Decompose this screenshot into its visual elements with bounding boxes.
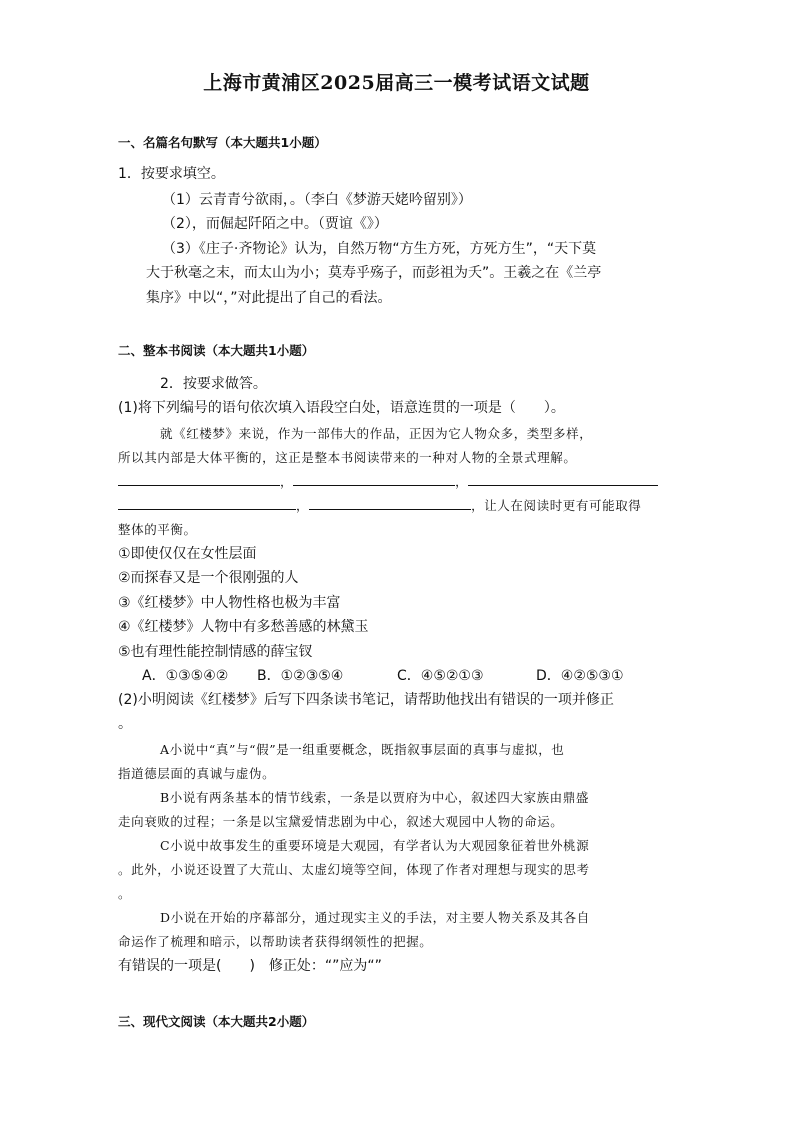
fill-blank[interactable] — [293, 473, 455, 486]
exam-title: 上海市黄浦区2025届高三一模考试语文试题 — [203, 72, 590, 94]
fill-blank[interactable] — [468, 473, 658, 486]
sentence-item-4: ④《红楼梦》人物中有多愁善感的林黛玉 — [118, 619, 369, 635]
passage-blank-line-1: ， ， — [118, 472, 658, 490]
q1-part-3-line-3: 集序》中以“，”对此提出了自己的看法。 — [146, 290, 392, 306]
note-c-line-3: 。 — [118, 886, 132, 901]
fill-blank[interactable] — [309, 497, 471, 510]
option-b[interactable]: B．①②③⑤④ — [257, 668, 344, 684]
note-b-line-1: B小说有两条基本的情节线索，一条是以贾府为中心，叙述四大家族由鼎盛 — [160, 790, 589, 805]
q2-stem: 2．按要求做答。 — [160, 376, 267, 392]
sentence-item-5: ⑤也有理性能控制情感的薛宝钗 — [118, 644, 313, 660]
passage-line-2: 所以其内部是大体平衡的，这正是整本书阅读带来的一种对人物的全景式理解。 — [118, 450, 577, 465]
q1-part-1: （1）云青青兮欲雨，。（李白《梦游天姥吟留别》） — [162, 192, 472, 208]
note-c-line-2: 。此外，小说还设置了大荒山、太虚幻境等空间，体现了作者对理想与现实的思考 — [118, 862, 590, 877]
q1-part-2: （2），而倔起阡陌之中。（贾谊《》） — [162, 216, 388, 232]
q1-part-3-line-1: （3）《庄子·齐物论》认为，自然万物“方生方死，方死方生”，“天下莫 — [162, 241, 597, 257]
sentence-item-3: ③《红楼梦》中人物性格也极为丰富 — [118, 595, 341, 611]
note-b-line-2: 走向衰败的过程；一条是以宝黛爱情悲剧为中心，叙述大观园中人物的命运。 — [118, 814, 564, 829]
section-1-heading: 一、名篇名句默写（本大题共1小题） — [118, 135, 327, 150]
q1-stem: 1．按要求填空。 — [118, 166, 225, 182]
option-a[interactable]: A．①③⑤④② — [142, 668, 229, 684]
q2-part-2-prompt-end: 。 — [118, 716, 132, 732]
fill-blank[interactable] — [118, 473, 280, 486]
q2-part-1-prompt: (1)将下列编号的语句依次填入语段空白处，语意连贯的一项是（ ）。 — [118, 400, 565, 416]
q1-part-3-line-2: 大于秋毫之末，而太山为小；莫寿乎殇子，而彭祖为夭”。王羲之在《兰亭 — [146, 265, 602, 281]
fill-blank[interactable] — [118, 497, 296, 510]
note-c-line-1: C小说中故事发生的重要环境是大观园，有学者认为大观园象征着世外桃源 — [160, 838, 590, 853]
note-a-line-2: 指道德层面的真诚与虚伪。 — [118, 766, 276, 781]
option-c[interactable]: C．④⑤②①③ — [397, 668, 484, 684]
note-a-line-1: A小说中“真”与“假”是一组重要概念，既指叙事层面的真事与虚拟，也 — [160, 742, 565, 757]
note-d-line-2: 命运作了梳理和暗示，以帮助读者获得纲领性的把握。 — [118, 934, 433, 949]
sentence-item-1: ①即使仅仅在女性层面 — [118, 546, 257, 562]
note-d-line-1: D小说在开始的序幕部分，通过现实主义的手法，对主要人物关系及其各自 — [160, 910, 590, 925]
sentence-item-2: ②而探春又是一个很刚强的人 — [118, 570, 299, 586]
q2-part-2-prompt: (2)小明阅读《红楼梦》后写下四条读书笔记，请帮助他找出有错误的一项并修正 — [118, 692, 614, 708]
section-3-heading: 三、现代文阅读（本大题共2小题） — [118, 1014, 315, 1029]
answer-line[interactable]: 有错误的一项是( ) 修正处：“”应为“” — [118, 958, 382, 974]
passage-line-1: 就《红楼梦》来说，作为一部伟大的作品，正因为它人物众多，类型多样， — [160, 426, 593, 441]
passage-line-5: 整体的平衡。 — [118, 522, 197, 537]
option-d[interactable]: D．④②⑤③① — [536, 668, 624, 684]
section-2-heading: 二、整本书阅读（本大题共1小题） — [118, 343, 315, 358]
passage-blank-line-2: ， ，让人在阅读时更有可能取得 — [118, 496, 641, 514]
